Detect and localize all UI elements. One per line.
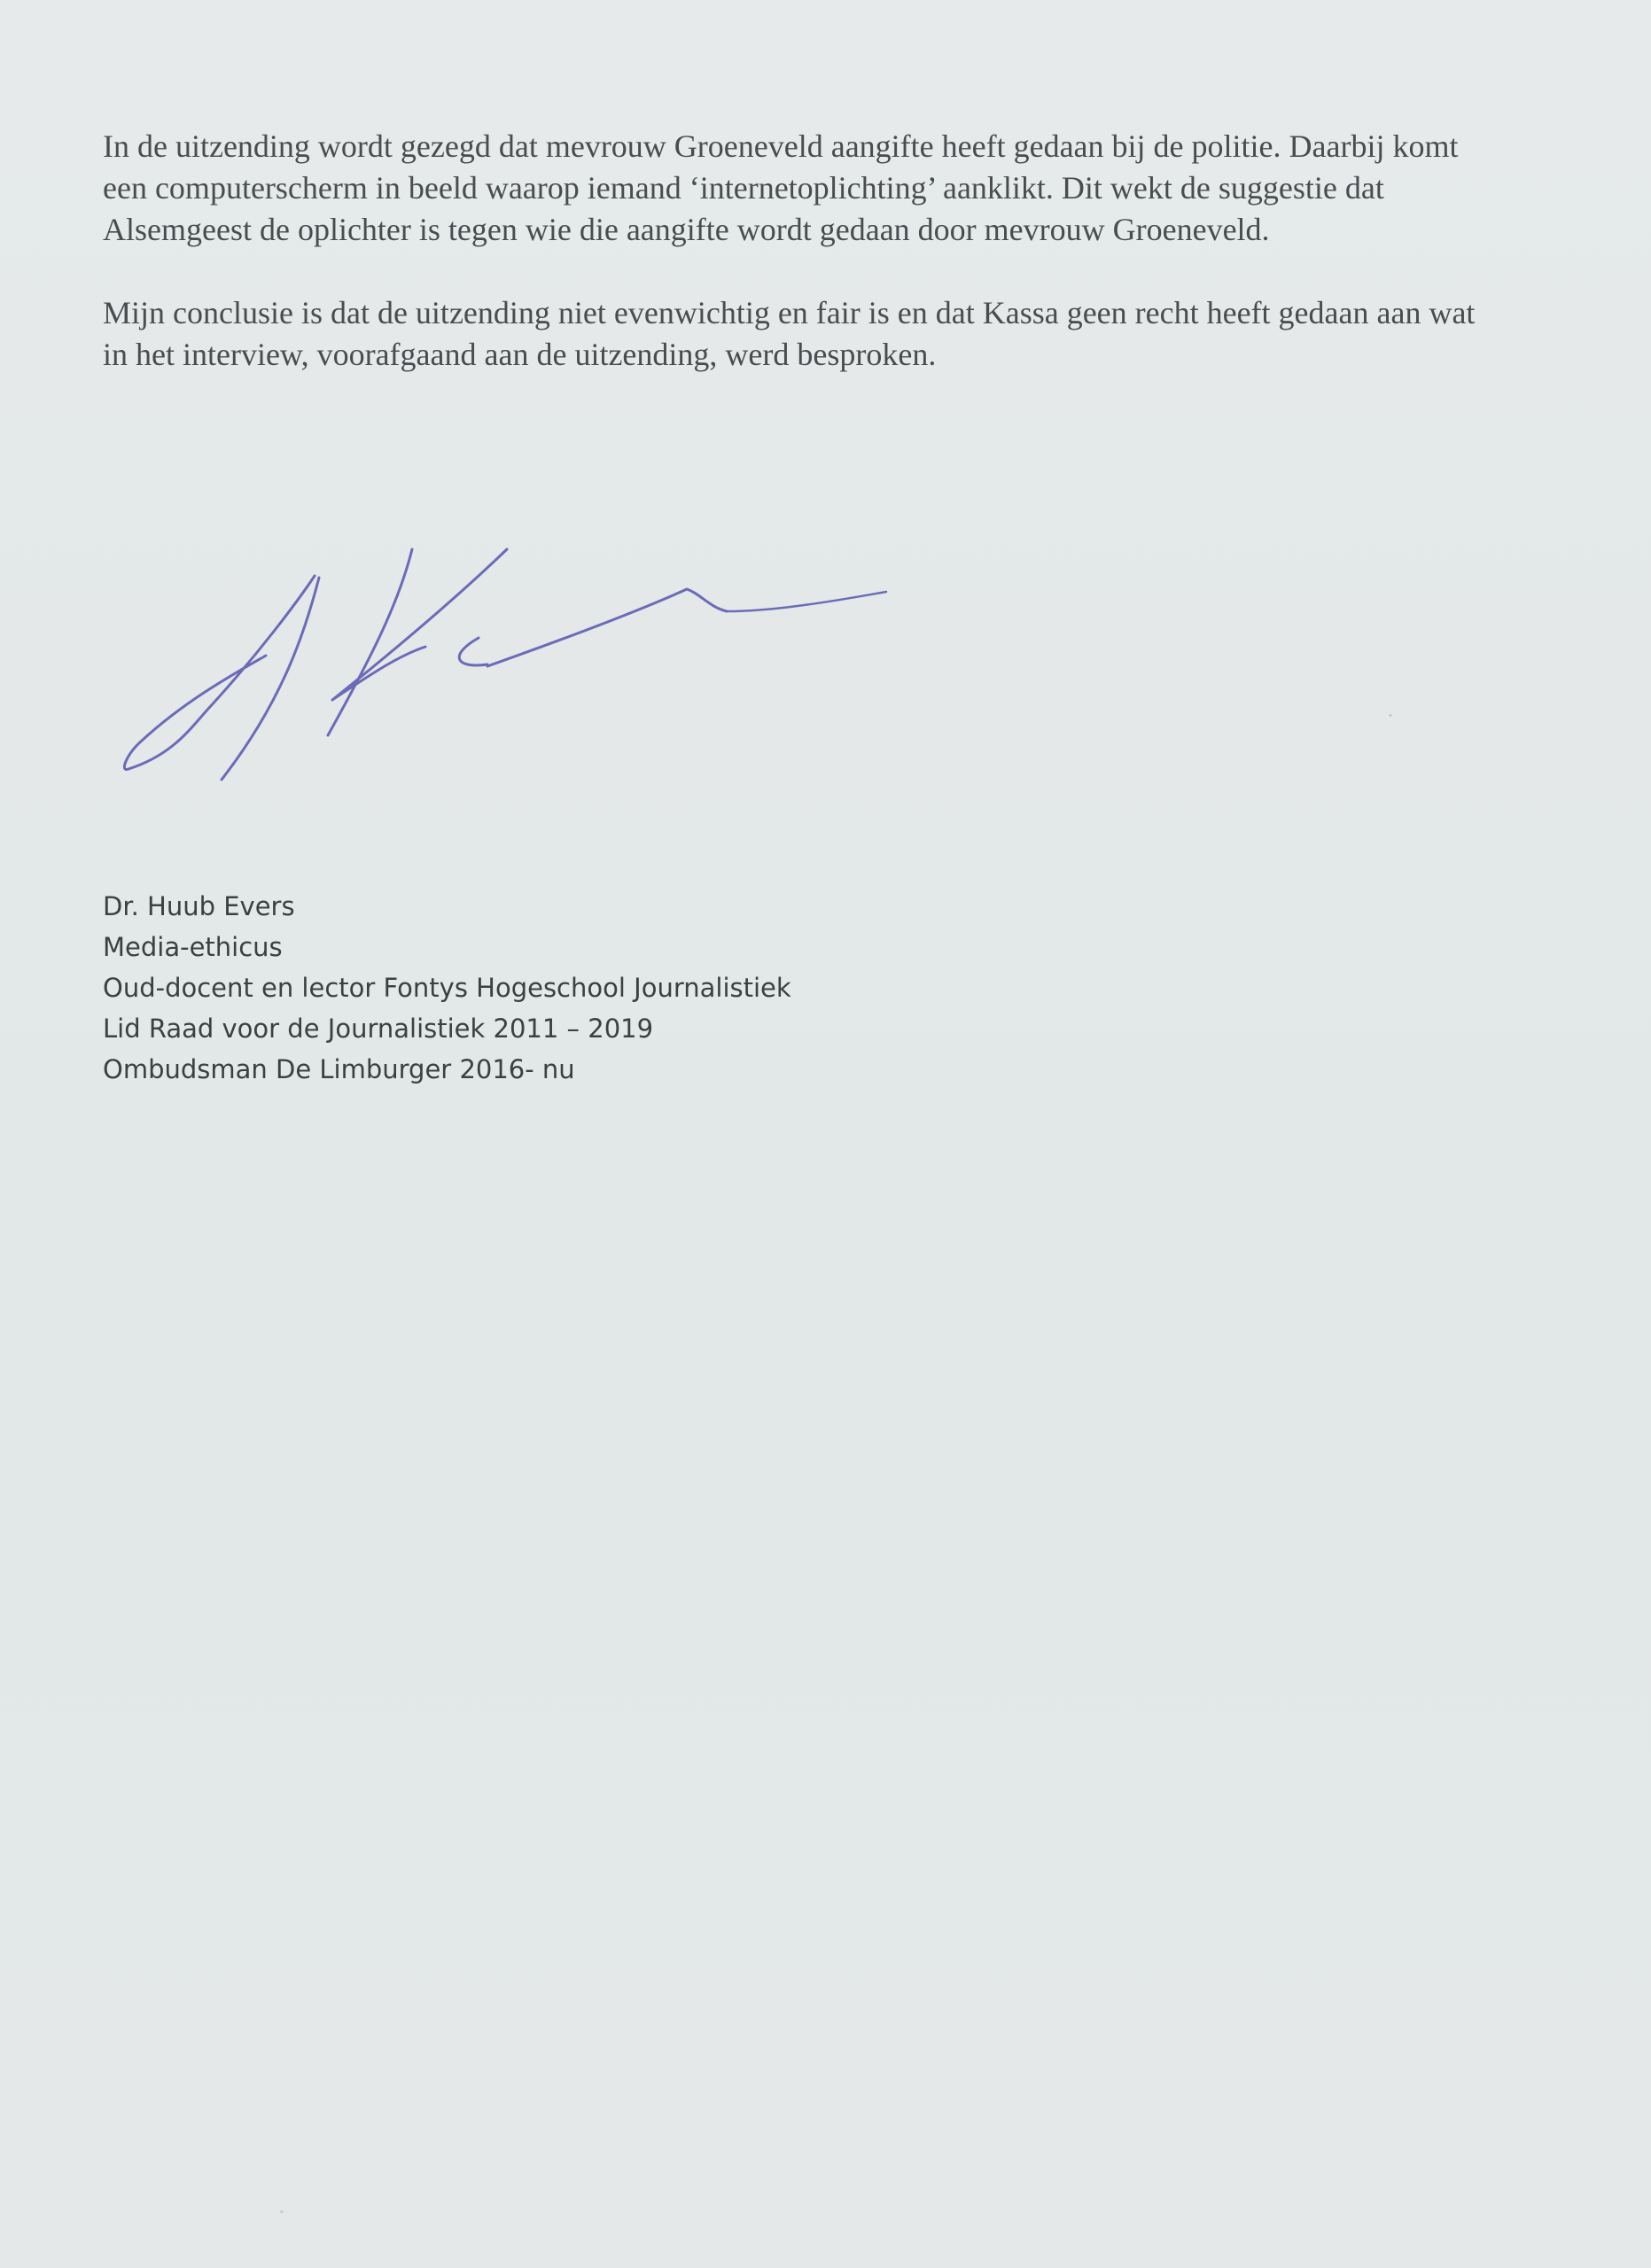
paragraph-conclusion: Mijn conclusie is dat de uitzending niet evenwichtig en fair is en dat Kassa geen recht heeft gedaan aan wat in het interview, voorafgaand aan de uitzending, werd besproken. [103,295,1476,372]
paragraph-broadcast-report: In de uitzending wordt gezegd dat mevrouw Groeneveld aangifte heeft gedaan bij de politie. Daarbij komt een computerscherm in beeld waarop iemand ‘internetoplichting’ aanklikt. Dit wekt de suggestie dat Alsemgeest de oplichter is tegen wie die aangifte wordt gedaan door mevrouw Groeneveld. [103,128,1459,247]
paper-speck [1389,714,1392,717]
signer-details [103,886,791,1090]
signer-credential: Oud-docent en lector Fontys Hogeschool Journalistiek [103,973,791,1003]
signer-position: Ombudsman De Limburger 2016- nu [103,1054,575,1084]
paper-speck [280,2210,284,2213]
signer-name: Dr. Huub Evers [103,891,295,921]
letter-body [103,126,1485,417]
signer-membership: Lid Raad voor de Journalistiek 2011 – 2019 [103,1014,654,1044]
signer-role: Media-ethicus [103,932,283,962]
handwritten-signature [106,523,904,797]
